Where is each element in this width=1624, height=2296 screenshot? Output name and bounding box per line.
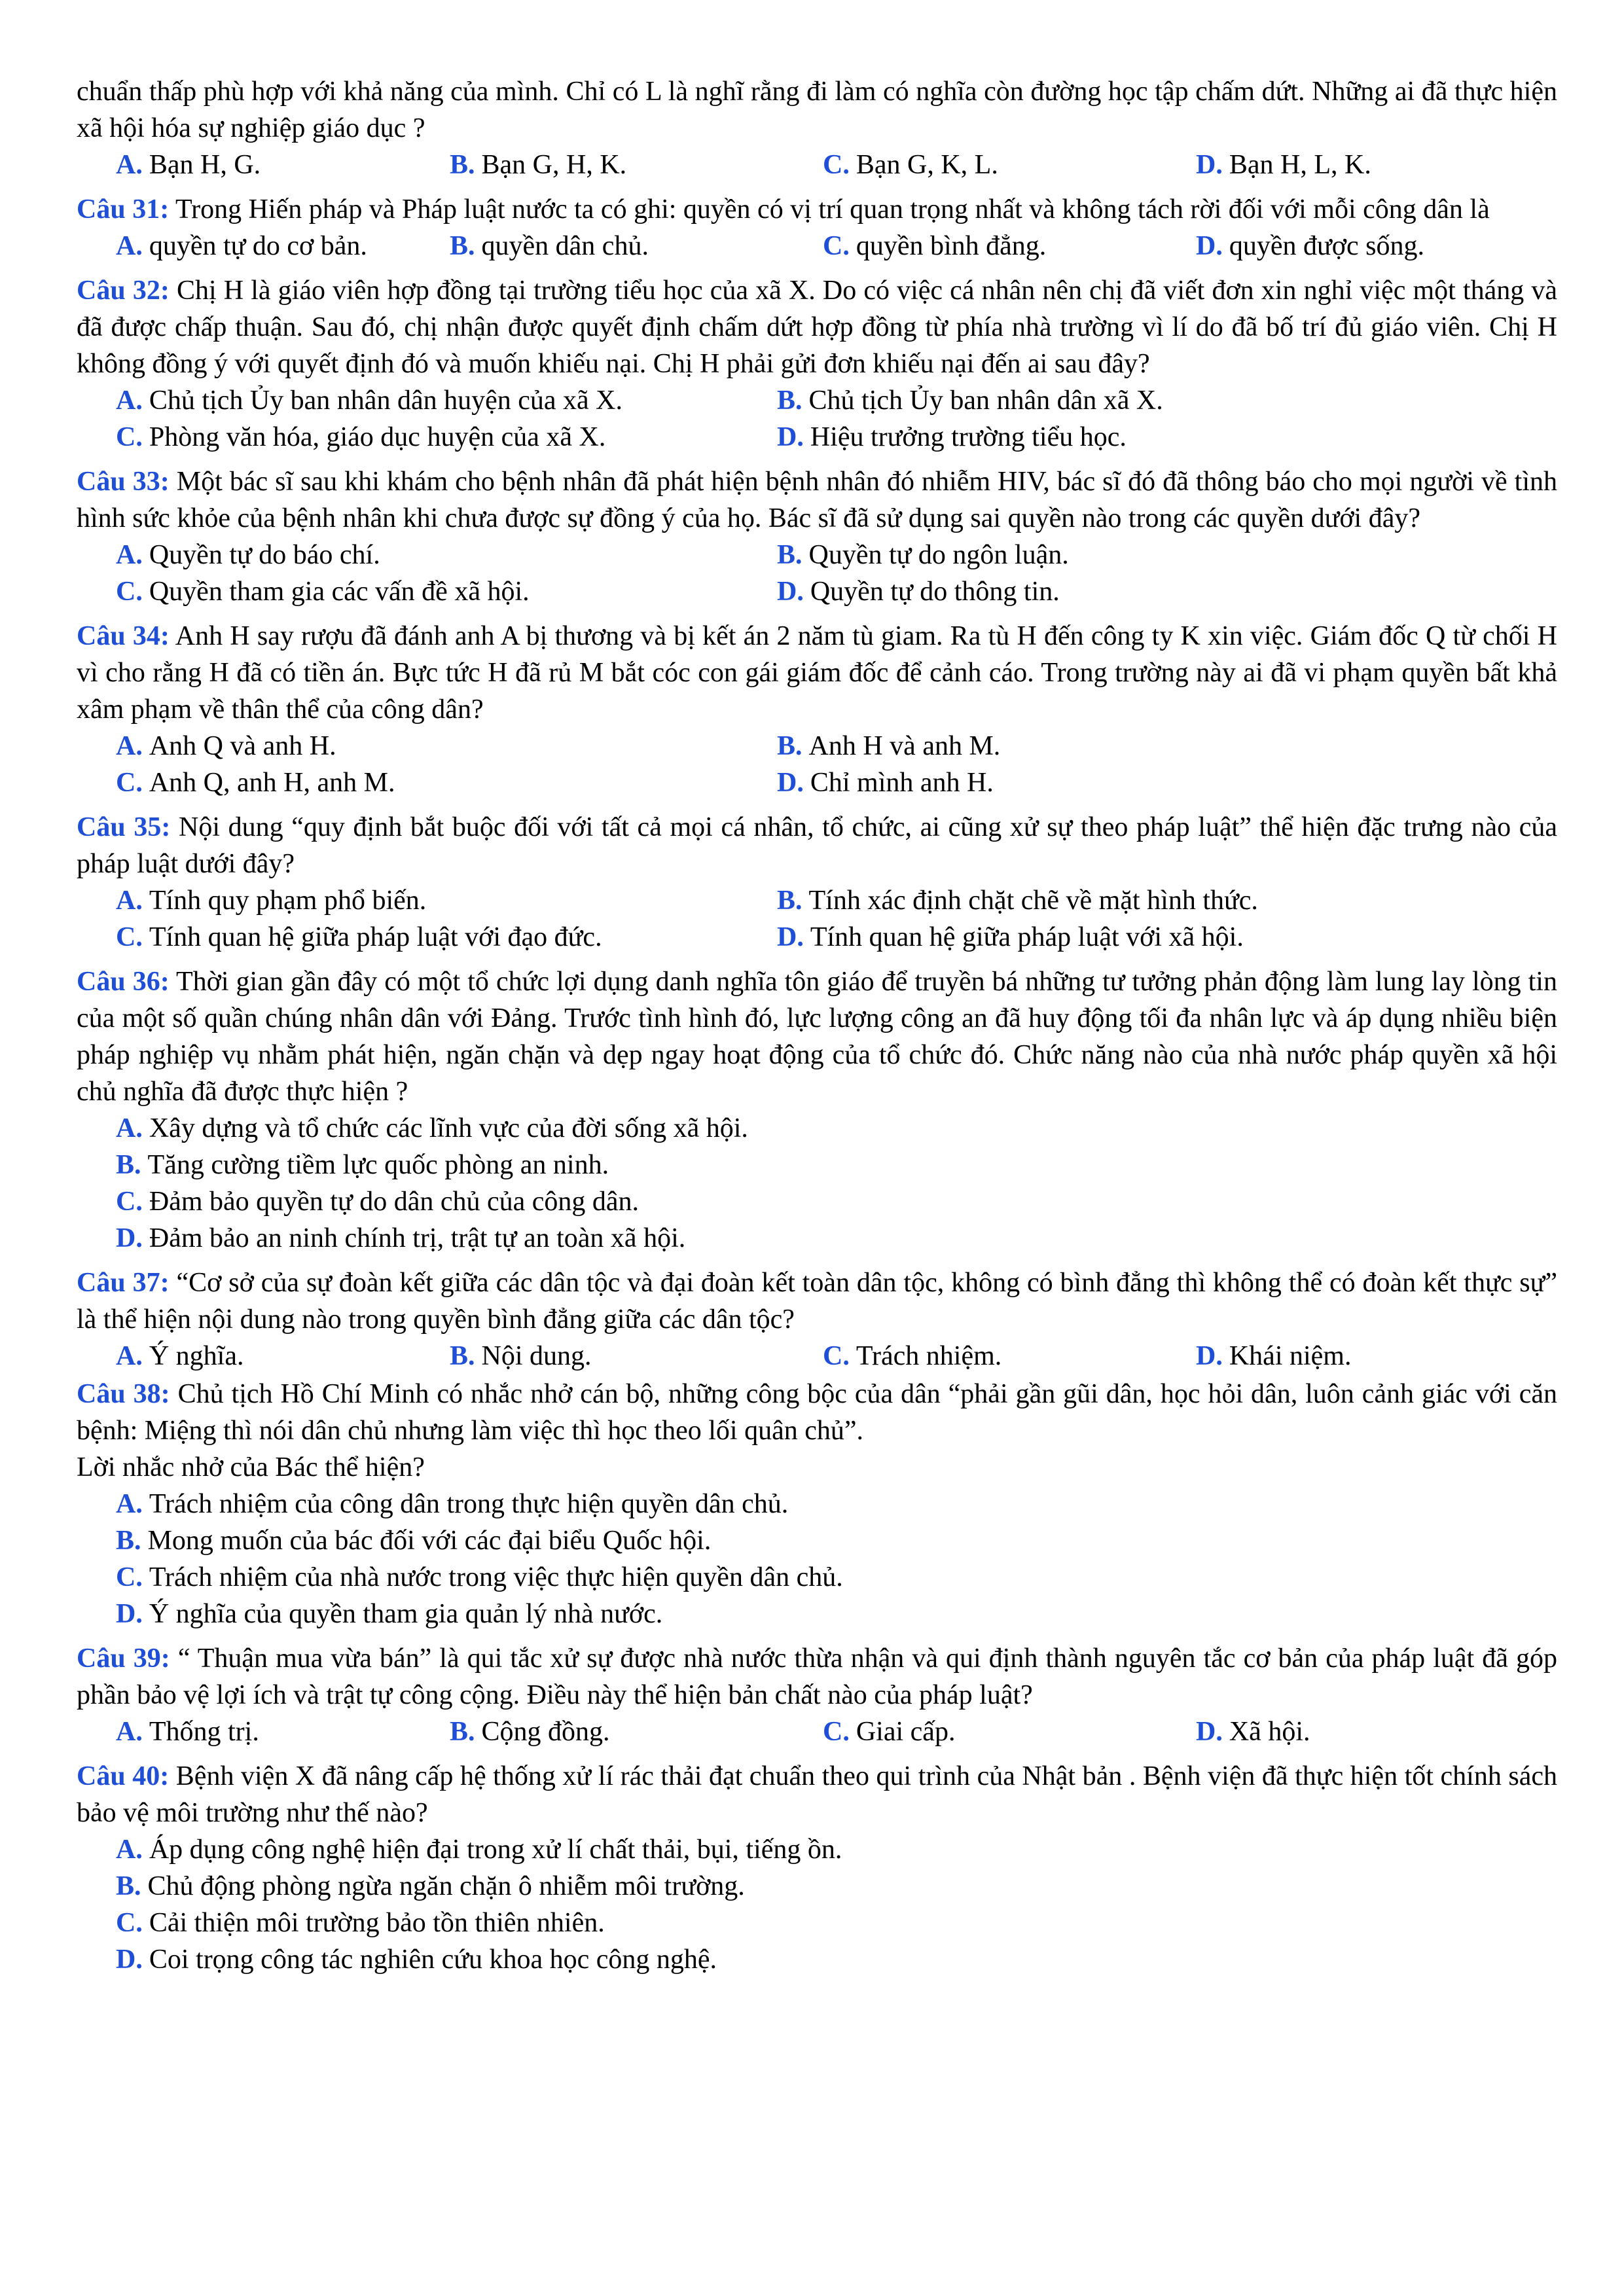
option-d: D. Coi trọng công tác nghiên cứu khoa học công nghệ.: [116, 1945, 717, 1975]
question-text: Câu 40: Bệnh viện X đã nâng cấp hệ thống xử lí rác thải đạt chuẩn theo qui trình của Nhật bản . Bệnh viện đã thực hiện tốt chính sách bảo vệ môi trường như thế nào?: [77, 1761, 1557, 1828]
option-a: A. Bạn H, G.: [116, 150, 261, 180]
question-label: Câu 33:: [77, 467, 170, 497]
question-text: Câu 38: Chủ tịch Hồ Chí Minh có nhắc nhở cán bộ, những công bộc của dân “phải gần gũi dân, học hỏi dân, luôn cảnh giác với căn bệnh: Miệng thì nói dân chủ nhưng làm việc thì học theo lối quân chủ”.: [77, 1379, 1557, 1446]
question-text: Câu 36: Thời gian gần đây có một tổ chức lợi dụng danh nghĩa tôn giáo để truyền bá những tư tưởng phản động làm lung lay lòng tin của một số quần chúng nhân dân với Đảng. Trước tình hình đó, lực lượng công an đã huy động tối đa nhân lực và áp dụng nhiều biện pháp nghiệp vụ nhằm phát hiện, ngăn chặn và dẹp ngay hoạt động của tổ chức đó. Chức năng nào của nhà nước pháp quyền xã hội chủ nghĩa đã được thực hiện ?: [77, 967, 1557, 1107]
option-b: B. Chủ động phòng ngừa ngăn chặn ô nhiễm môi trường.: [116, 1871, 745, 1901]
question-text: Câu 32: Chị H là giáo viên hợp đồng tại trường tiểu học của xã X. Do có việc cá nhân nên chị đã viết đơn xin nghỉ việc một tháng và đã được chấp thuận. Sau đó, chị nhận được quyết định chấm dứt hợp đồng từ phía nhà trường vì lí do đã bố trí đủ giáo viên. Chị H không đồng ý với quyết định đó và muốn khiếu nại. Chị H phải gửi đơn khiếu nại đến ai sau đây?: [77, 276, 1558, 379]
option-d: D. Hiệu trưởng trường tiểu học.: [777, 422, 1127, 452]
options-row: [77, 147, 1557, 183]
options-row: [77, 1905, 1557, 1941]
options-row: [77, 1831, 1557, 1868]
options-row: [77, 1559, 1557, 1596]
question-32: [77, 272, 1557, 456]
exam-page: [77, 73, 1557, 1986]
question-text: Câu 37: “Cơ sở của sự đoàn kết giữa các dân tộc và đại đoàn kết toàn dân tộc, không có bình đẳng thì không thể có đoàn kết thực sự” là thể hiện nội dung nào trong quyền bình đẳng giữa các dân tộc?: [77, 1268, 1557, 1335]
options-row: [77, 882, 1557, 919]
option-d: D. quyền được sống.: [1196, 231, 1424, 261]
option-d: D. Khái niệm.: [1196, 1341, 1352, 1371]
question-37: [77, 1265, 1557, 1374]
option-a: A. Anh Q và anh H.: [116, 731, 336, 761]
option-b: B. Anh H và anh M.: [777, 731, 1001, 761]
option-c: C. Phòng văn hóa, giáo dục huyện của xã X.: [116, 422, 606, 452]
option-b: B. Mong muốn của bác đối với các đại biểu Quốc hội.: [116, 1526, 712, 1556]
option-a: A. Áp dụng công nghệ hiện đại trong xử lí chất thải, bụi, tiếng ồn.: [116, 1835, 842, 1865]
options-row: [77, 1183, 1557, 1220]
question-34: [77, 618, 1557, 801]
option-a: A. Tính quy phạm phổ biến.: [116, 886, 427, 916]
question-31: [77, 191, 1557, 264]
question-38: [77, 1376, 1557, 1632]
option-c: C. Anh Q, anh H, anh M.: [116, 768, 395, 798]
question-label: Câu 40:: [77, 1761, 170, 1791]
question-text: Câu 34: Anh H say rượu đã đánh anh A bị thương và bị kết án 2 năm tù giam. Ra tù H đến công ty K xin việc. Giám đốc Q từ chối H vì cho rằng H đã có tiền án. Bực tức H đã rủ M bắt cóc con gái giám đốc để cảnh cáo. Trong trường này ai đã vi phạm quyền bất khả xâm phạm về thân thể của công dân?: [77, 621, 1557, 725]
options-row: [77, 382, 1557, 419]
option-a: A. Xây dựng và tổ chức các lĩnh vực của đời sống xã hội.: [116, 1113, 748, 1143]
options-row: [77, 228, 1557, 264]
question-33: [77, 463, 1557, 610]
option-c: C. Tính quan hệ giữa pháp luật với đạo đức.: [116, 922, 602, 952]
question-text: Câu 35: Nội dung “quy định bắt buộc đối với tất cả mọi cá nhân, tổ chức, ai cũng xử sự theo pháp luật” thể hiện đặc trưng nào của pháp luật dưới đây?: [77, 812, 1558, 879]
question-label: Câu 37:: [77, 1268, 170, 1298]
option-b: B. Tăng cường tiềm lực quốc phòng an ninh.: [116, 1150, 609, 1180]
question-39: [77, 1640, 1557, 1750]
question-text: Câu 31: Trong Hiến pháp và Pháp luật nước ta có ghi: quyền có vị trí quan trọng nhất và không tách rời đối với mỗi công dân là: [77, 194, 1490, 224]
option-c: C. Bạn G, K, L.: [823, 150, 998, 180]
options-row: [77, 1110, 1557, 1147]
options-row: [77, 1147, 1557, 1183]
option-a: A. Trách nhiệm của công dân trong thực hiện quyền dân chủ.: [116, 1489, 789, 1519]
question-35: [77, 809, 1557, 956]
options-row: [77, 1713, 1557, 1750]
option-b: B. Nội dung.: [450, 1341, 592, 1371]
option-c: C. Giai cấp.: [823, 1717, 956, 1747]
option-d: D. Chỉ mình anh H.: [777, 768, 994, 798]
option-a: A. quyền tự do cơ bản.: [116, 231, 367, 261]
option-b: B. Quyền tự do ngôn luận.: [777, 540, 1069, 570]
option-c: C. Cải thiện môi trường bảo tồn thiên nhiên.: [116, 1908, 605, 1938]
question-intro: [77, 73, 1557, 183]
options-row: [77, 419, 1557, 456]
options-row: [77, 573, 1557, 610]
option-b: B. quyền dân chủ.: [450, 231, 649, 261]
option-c: C. Trách nhiệm của nhà nước trong việc thực hiện quyền dân chủ.: [116, 1562, 843, 1592]
question-36: [77, 963, 1557, 1257]
question-prompt: Lời nhắc nhở của Bác thể hiện?: [77, 1452, 425, 1482]
option-c: C. Đảm bảo quyền tự do dân chủ của công dân.: [116, 1187, 640, 1217]
options-row: [77, 728, 1557, 764]
option-d: D. Ý nghĩa của quyền tham gia quản lý nhà nước.: [116, 1599, 663, 1629]
option-c: C. Quyền tham gia các vấn đề xã hội.: [116, 577, 530, 607]
question-text: Câu 33: Một bác sĩ sau khi khám cho bệnh nhân đã phát hiện bệnh nhân đó nhiễm HIV, bác sĩ đó đã thông báo cho mọi người về tình hình sức khỏe của bệnh nhân khi chưa được sự đồng ý của họ. Bác sĩ đã sử dụng sai quyền nào trong các quyền dưới đây?: [77, 467, 1558, 533]
option-c: C. Trách nhiệm.: [823, 1341, 1002, 1371]
question-label: Câu 38:: [77, 1379, 170, 1409]
option-d: D. Đảm bảo an ninh chính trị, trật tự an toàn xã hội.: [116, 1223, 686, 1253]
question-label: Câu 34:: [77, 621, 170, 651]
option-b: B. Chủ tịch Ủy ban nhân dân xã X.: [777, 386, 1163, 416]
question-label: Câu 32:: [77, 276, 170, 306]
question-text: Câu 39: “ Thuận mua vừa bán” là qui tắc xử sự được nhà nước thừa nhận và qui định thành nguyên tắc cơ bản của pháp luật đã góp phần bảo vệ lợi ích và trật tự công cộng. Điều này thể hiện bản chất nào của pháp luật?: [77, 1643, 1557, 1710]
options-row: [77, 1868, 1557, 1905]
option-a: A. Thống trị.: [116, 1717, 259, 1747]
options-row: [77, 919, 1557, 956]
option-d: D. Xã hội.: [1196, 1717, 1310, 1747]
option-d: D. Bạn H, L, K.: [1196, 150, 1371, 180]
question-label: Câu 31:: [77, 194, 170, 224]
option-b: B. Bạn G, H, K.: [450, 150, 627, 180]
options-row: [77, 1220, 1557, 1257]
option-c: C. quyền bình đẳng.: [823, 231, 1047, 261]
option-d: D. Tính quan hệ giữa pháp luật với xã hội.: [777, 922, 1244, 952]
question-label: Câu 39:: [77, 1643, 170, 1674]
option-b: B. Tính xác định chặt chẽ về mặt hình thức.: [777, 886, 1258, 916]
options-row: [77, 1486, 1557, 1522]
option-d: D. Quyền tự do thông tin.: [777, 577, 1060, 607]
options-row: [77, 537, 1557, 573]
option-a: A. Chủ tịch Ủy ban nhân dân huyện của xã X.: [116, 386, 623, 416]
option-a: A. Quyền tự do báo chí.: [116, 540, 380, 570]
option-a: A. Ý nghĩa.: [116, 1341, 244, 1371]
options-row: [77, 1338, 1557, 1374]
options-row: [77, 1596, 1557, 1632]
options-row: [77, 1941, 1557, 1978]
question-40: [77, 1758, 1557, 1978]
question-text: chuẩn thấp phù hợp với khả năng của mình. Chỉ có L là nghĩ rằng đi làm có nghĩa còn đường học tập chấm dứt. Những ai đã thực hiện xã hội hóa sự nghiệp giáo dục ?: [77, 77, 1557, 143]
question-label: Câu 35:: [77, 812, 171, 842]
options-row: [77, 1522, 1557, 1559]
question-label: Câu 36:: [77, 967, 170, 997]
option-b: B. Cộng đồng.: [450, 1717, 610, 1747]
options-row: [77, 764, 1557, 801]
